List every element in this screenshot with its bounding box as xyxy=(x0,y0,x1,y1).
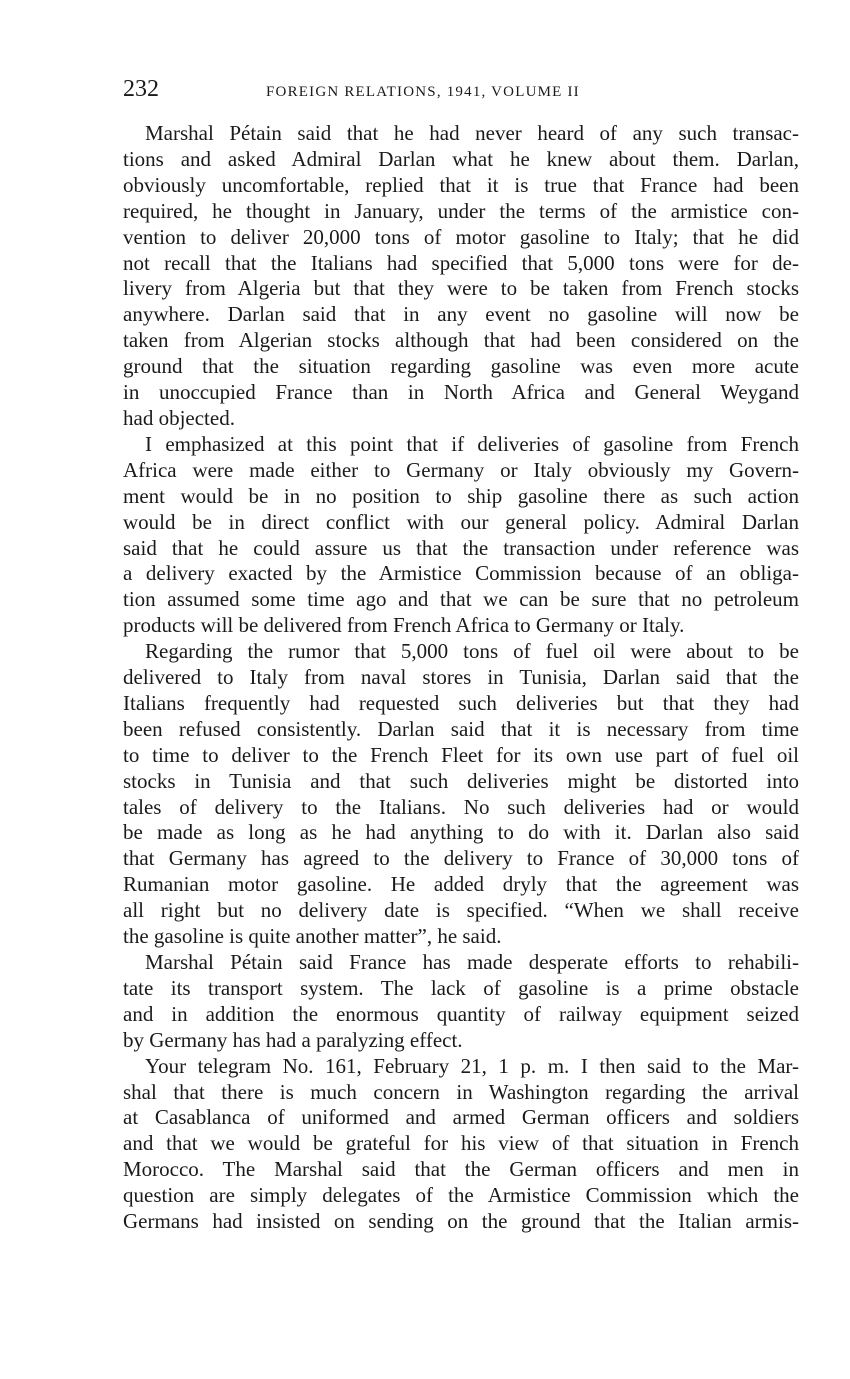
text-line: by Germany has had a paralyzing effect. xyxy=(123,1027,463,1052)
text-line: Africa were made either to Germany or Italy obviously my Govern- xyxy=(123,457,799,482)
text-line: tion assumed some time ago and that we can be sure that no petroleum xyxy=(123,587,799,612)
text-line: been refused consistently. Darlan said that it is necessary from time xyxy=(123,716,799,741)
page-header xyxy=(123,76,798,110)
text-line: taken from Algerian stocks although that had been considered on the xyxy=(123,328,799,353)
text-line: vention to deliver 20,000 tons of motor gasoline to Italy; that he did xyxy=(123,224,799,249)
text-line: all right but no delivery date is specified. “When we shall receive xyxy=(123,898,799,923)
paragraph xyxy=(123,950,799,1054)
text-line: had objected. xyxy=(123,405,235,430)
text-line: Italians frequently had requested such deliveries but that they had xyxy=(123,690,799,715)
text-line: Germans had insisted on sending on the ground that the Italian armis- xyxy=(123,1209,799,1234)
text-line: at Casablanca of uniformed and armed German officers and soldiers xyxy=(123,1105,799,1130)
text-line: tales of delivery to the Italians. No such deliveries had or would xyxy=(123,794,799,819)
text-line: said that he could assure us that the transaction under reference was xyxy=(123,535,799,560)
body-text xyxy=(123,121,799,1235)
text-line: to time to deliver to the French Fleet for its own use part of fuel oil xyxy=(123,742,799,767)
text-line: Regarding the rumor that 5,000 tons of fuel oil were about to be xyxy=(145,639,799,664)
text-line: would be in direct conflict with our general policy. Admiral Darlan xyxy=(123,509,799,534)
text-line: a delivery exacted by the Armistice Commission because of an obliga- xyxy=(123,561,799,586)
paragraph xyxy=(123,1054,799,1235)
text-line: in unoccupied France than in North Africa and General Weygand xyxy=(123,380,799,405)
text-line: Rumanian motor gasoline. He added dryly that the agreement was xyxy=(123,872,799,897)
text-line: be made as long as he had anything to do with it. Darlan also said xyxy=(123,820,799,845)
text-line: ground that the situation regarding gasoline was even more acute xyxy=(123,354,799,379)
text-line: Marshal Pétain said that he had never heard of any such transac- xyxy=(145,121,799,145)
text-line: Your telegram No. 161, February 21, 1 p. m. I then said to the Mar- xyxy=(145,1053,799,1078)
text-line: delivered to Italy from naval stores in Tunisia, Darlan said that the xyxy=(123,665,799,690)
paragraph xyxy=(123,432,799,639)
text-line: livery from Algeria but that they were to be taken from French stocks xyxy=(123,276,799,301)
running-title: FOREIGN RELATIONS, 1941, VOLUME II xyxy=(266,84,580,100)
text-line: Morocco. The Marshal said that the German officers and men in xyxy=(123,1157,799,1182)
text-line: anywhere. Darlan said that in any event no gasoline will now be xyxy=(123,302,799,327)
text-line: not recall that the Italians had specified that 5,000 tons were for de- xyxy=(123,250,799,275)
paragraph xyxy=(123,639,799,950)
text-line: the gasoline is quite another matter”, he said. xyxy=(123,924,502,949)
text-line: question are simply delegates of the Armistice Commission which the xyxy=(123,1183,799,1208)
text-line: obviously uncomfortable, replied that it is true that France had been xyxy=(123,172,799,197)
text-line: I emphasized at this point that if deliveries of gasoline from French xyxy=(145,431,799,456)
page-number: 232 xyxy=(123,76,159,102)
text-line: products will be delivered from French Africa to Germany or Italy. xyxy=(123,613,685,638)
text-line: and that we would be grateful for his view of that situation in French xyxy=(123,1131,799,1156)
text-line: that Germany has agreed to the delivery to France of 30,000 tons of xyxy=(123,846,799,871)
text-line: tate its transport system. The lack of gasoline is a prime obstacle xyxy=(123,975,799,1000)
text-line: tions and asked Admiral Darlan what he knew about them. Darlan, xyxy=(123,146,799,171)
text-line: shal that there is much concern in Washington regarding the arrival xyxy=(123,1079,799,1104)
text-line: and in addition the enormous quantity of railway equipment seized xyxy=(123,1001,799,1026)
text-line: Marshal Pétain said France has made desperate efforts to rehabili- xyxy=(145,950,799,974)
text-line: stocks in Tunisia and that such deliveries might be distorted into xyxy=(123,768,799,793)
paragraph xyxy=(123,121,799,432)
text-line: required, he thought in January, under the terms of the armistice con- xyxy=(123,198,799,223)
text-line: ment would be in no position to ship gasoline there as such action xyxy=(123,483,799,508)
